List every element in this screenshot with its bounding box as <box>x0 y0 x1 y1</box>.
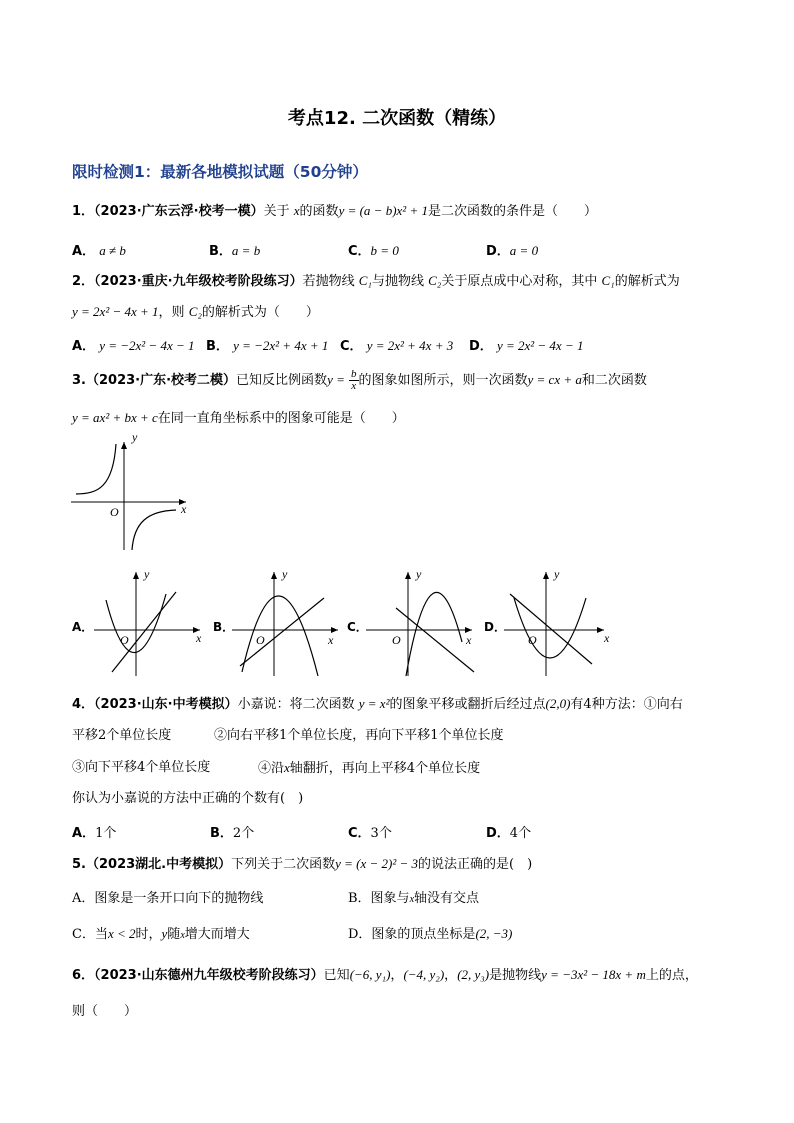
q5-option-b[interactable] <box>348 887 479 906</box>
option-text: D．图象的顶点坐标是 <box>348 927 476 942</box>
q3-text-c: 和二次函数 <box>581 373 647 388</box>
q6-source: （2023·山东德州九年级校考阶段练习） <box>94 968 324 983</box>
option-value: y = 2x² + 4x + 3 <box>366 338 454 353</box>
q4-number: 4． <box>72 697 95 712</box>
q4-expr: y = x² <box>358 696 390 711</box>
q1-var: x <box>293 203 300 218</box>
origin-label: O <box>256 633 265 647</box>
q4-text-b: 的图象平移或翻折后经过点 <box>389 697 546 712</box>
option-text: B．图象与 <box>348 891 410 906</box>
q2-option-b[interactable] <box>206 335 328 354</box>
q3-reference-graph <box>68 432 198 552</box>
q2-text-d: 的解析式为 <box>614 274 680 289</box>
q4-method-3: ③向下平移4个单位长度 <box>72 760 211 775</box>
y-axis-arrow-icon <box>271 572 277 579</box>
q6-point-2: (−4, y₂) <box>403 967 445 982</box>
option-var: x <box>409 894 415 905</box>
q2-text-c: 关于原点成中心对称，其中 <box>441 274 598 289</box>
y-axis-label: y <box>132 430 138 444</box>
q3-option-b-label[interactable]: B． <box>213 620 235 634</box>
option-value: 3个 <box>370 826 392 841</box>
x-axis-arrow-icon <box>597 627 604 633</box>
q1-option-d[interactable] <box>486 240 538 259</box>
hyperbola-branch-left <box>76 444 116 494</box>
origin-label: O <box>120 633 129 647</box>
q6-text-c: 上的点， <box>645 968 698 983</box>
q2-number: 2． <box>72 274 95 289</box>
hyperbola-branch-right <box>132 510 176 550</box>
q6-text-a: 已知 <box>323 968 350 983</box>
option-label: C． <box>340 339 363 354</box>
q4-option-d[interactable] <box>486 822 531 841</box>
q2-option-c[interactable] <box>340 335 453 354</box>
q2-text-b: 与抛物线 <box>371 274 424 289</box>
q4-option-a[interactable] <box>72 822 116 841</box>
page-title: 考点12. 二次函数（精练） <box>287 108 507 129</box>
q1-option-c[interactable] <box>348 240 399 259</box>
option-value: 1个 <box>95 826 117 841</box>
option-var: x <box>180 930 185 941</box>
x-axis-label: x <box>328 633 334 647</box>
option-label: A． <box>72 826 96 841</box>
q2-expr: y = 2x² − 4x + 1 <box>72 304 159 319</box>
q2-option-a[interactable] <box>72 335 195 354</box>
q1-option-a[interactable] <box>72 240 126 259</box>
q4-source: （2023·山东·中考模拟） <box>94 697 238 712</box>
q2-c1b: C₁ <box>601 273 615 288</box>
q3-option-c-label[interactable]: C． <box>347 620 368 634</box>
option-value: y = −2x² + 4x + 1 <box>233 338 329 353</box>
q3-text-d: 在同一直角坐标系中的图象可能是（ ） <box>157 411 405 426</box>
option-value: y = −2x² − 4x − 1 <box>99 338 195 353</box>
origin-label: O <box>392 633 401 647</box>
q2-text-a: 若抛物线 <box>302 274 355 289</box>
q4-method-4-var: x <box>284 760 290 775</box>
option-value: y = 2x² − 4x − 1 <box>496 338 584 353</box>
q2-text-f: 的解析式为（ ） <box>201 305 319 320</box>
y-axis-label: y <box>554 567 560 581</box>
fraction-denominator: x <box>351 380 357 392</box>
q4-method-4-a: ④沿 <box>258 761 285 776</box>
q3-expr2: y = ax² + bx + c <box>72 410 158 425</box>
option-label: D． <box>486 826 510 841</box>
line <box>510 594 592 664</box>
option-value: a ≠ b <box>99 243 126 258</box>
q3-text-b: 的图象如图所示，则一次函数 <box>358 373 528 388</box>
question-3 <box>72 366 647 395</box>
q5-option-c[interactable] <box>72 923 250 942</box>
option-label: C． <box>348 826 371 841</box>
y-axis-arrow-icon <box>405 572 411 579</box>
q4-option-c[interactable] <box>348 822 392 841</box>
q3-option-c-graph[interactable] <box>362 568 480 680</box>
q1-text-b: 的函数 <box>299 204 339 219</box>
origin-label: O <box>110 505 119 519</box>
option-text: 增大而增大 <box>184 927 250 942</box>
q5-text-b: 的说法正确的是( ) <box>418 857 533 872</box>
q5-expr: y = (x − 2)² − 3 <box>335 856 419 871</box>
option-text: 时， <box>135 927 162 942</box>
q3-option-a-label[interactable]: A． <box>72 620 94 634</box>
q6-text-b: 是抛物线 <box>489 968 542 983</box>
q3-frac-lhs: y = <box>327 372 345 387</box>
q1-option-b[interactable] <box>209 240 260 259</box>
q4-method-4 <box>258 759 480 778</box>
question-2-line2 <box>72 303 319 322</box>
option-value: b = 0 <box>370 243 399 258</box>
q6-sep-2: ， <box>444 968 458 983</box>
question-5 <box>72 855 532 874</box>
q4-point: (2,0) <box>545 696 571 711</box>
question-6 <box>72 966 698 985</box>
option-label: A． <box>72 244 96 259</box>
option-label: D． <box>469 339 493 354</box>
option-label: C． <box>348 244 371 259</box>
option-text: 轴没有交点 <box>414 891 480 906</box>
q6-point-1: (−6, y₁) <box>349 967 391 982</box>
q6-point-3: (2, y₃) <box>457 967 490 982</box>
q3-option-d-label[interactable]: D． <box>484 620 506 634</box>
option-cond: x < 2 <box>107 926 136 941</box>
option-text: C．当 <box>72 927 108 942</box>
q3-option-d-graph[interactable] <box>500 568 618 680</box>
fraction-numerator: b <box>351 368 357 380</box>
option-value: a = 0 <box>509 243 539 258</box>
section-heading: 限时检测1：最新各地模拟试题（50分钟） <box>72 163 368 181</box>
y-axis-arrow-icon <box>121 442 127 449</box>
q4-option-b[interactable] <box>210 822 254 841</box>
q6-number: 6． <box>72 968 95 983</box>
q3-number: 3. <box>72 373 86 388</box>
question-4 <box>72 695 683 714</box>
q5-source: （2023湖北.中考模拟） <box>85 857 232 872</box>
option-label: D． <box>486 244 510 259</box>
origin-label: O <box>528 633 537 647</box>
y-axis-label: y <box>416 567 422 581</box>
q2-text-e: ，则 <box>158 305 185 320</box>
line <box>112 592 176 672</box>
question-3-line2 <box>72 409 405 428</box>
q1-expr: y = (a − b)x² + 1 <box>338 203 428 218</box>
option-var: y <box>161 926 168 941</box>
q6-line-2: 则（ ） <box>72 1004 138 1019</box>
option-label: A． <box>72 339 96 354</box>
q5-text-a: 下列关于二次函数 <box>231 857 336 872</box>
parabola <box>242 596 318 676</box>
q5-number: 5. <box>72 857 86 872</box>
q4-method-4-b: 轴翻折，再向上平移4个单位长度 <box>289 761 481 776</box>
option-value: 2个 <box>232 826 255 841</box>
q3-option-a-graph[interactable] <box>90 568 208 680</box>
option-point: (2, −3) <box>475 926 513 941</box>
q3-expr1: y = cx + a <box>527 372 582 387</box>
x-axis-label: x <box>604 631 610 645</box>
q3-option-b-graph[interactable] <box>228 568 346 680</box>
option-text: 随 <box>167 927 181 942</box>
q4-method-2: ②向右平移1个单位长度，再向下平移1个单位长度 <box>214 728 504 743</box>
y-axis-arrow-icon <box>543 572 549 579</box>
q2-c1: C₁ <box>358 273 372 288</box>
q1-number: 1． <box>72 204 95 219</box>
option-value: a = b <box>231 243 261 258</box>
y-axis-label: y <box>144 567 150 581</box>
q3-text-a: 已知反比例函数 <box>236 373 328 388</box>
x-axis-label: x <box>181 502 187 516</box>
q4-text-c: 有4种方法：①向右 <box>570 697 683 712</box>
q1-text-c: 是二次函数的条件是（ ） <box>427 204 597 219</box>
q6-expr: y = −3x² − 18x + m <box>541 967 646 982</box>
q5-option-d[interactable] <box>348 923 512 942</box>
q3-fraction <box>349 369 359 392</box>
option-label: B． <box>210 826 233 841</box>
q1-source: （2023·广东云浮·校考一模） <box>94 204 264 219</box>
q2-c2b: C₂ <box>188 304 202 319</box>
y-axis-label: y <box>282 567 288 581</box>
option-value: 4个 <box>509 826 532 841</box>
parabola <box>406 592 462 676</box>
q2-source: （2023·重庆·九年级校考阶段练习） <box>94 274 303 289</box>
q2-c2: C₂ <box>428 273 442 288</box>
question-1 <box>72 202 597 221</box>
q4-text-a: 小嘉说：将二次函数 <box>237 697 355 712</box>
q5-option-a[interactable]: A．图象是一条开口向下的抛物线 <box>72 891 264 906</box>
option-label: B． <box>206 339 229 354</box>
q2-option-d[interactable] <box>469 335 583 354</box>
q4-prompt: 你认为小嘉说的方法中正确的个数有( ) <box>72 791 304 806</box>
q4-method-1-cont: 平移2个单位长度 <box>72 728 172 743</box>
q6-sep-1: ， <box>390 968 404 983</box>
q1-text-a: 关于 <box>263 204 290 219</box>
q3-source: （2023·广东·校考二模） <box>85 373 237 388</box>
option-label: B． <box>209 244 232 259</box>
x-axis-label: x <box>466 633 472 647</box>
y-axis-arrow-icon <box>133 572 139 579</box>
question-2 <box>72 272 680 291</box>
x-axis-label: x <box>196 631 202 645</box>
